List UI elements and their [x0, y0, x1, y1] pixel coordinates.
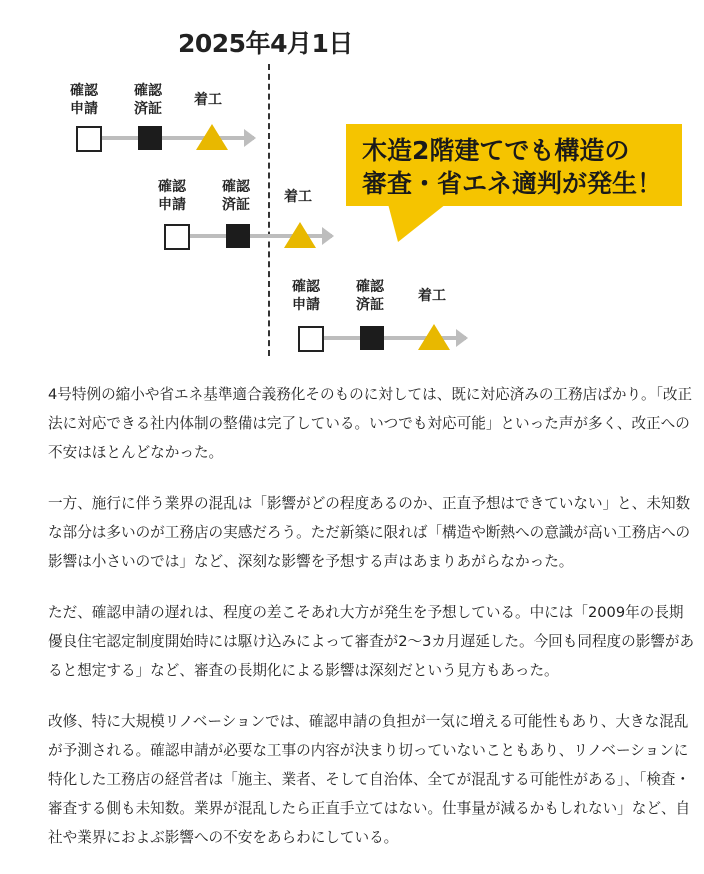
callout-text	[362, 134, 682, 200]
article-paragraph-2: 一方、施行に伴う業界の混乱は「影響がどの程度あるのか、正直予想はできていない」と、未知数な部分は多いのが工務店の実感だろう。ただ新築に限れば「構造や断熱への意識が高い工務店への影響は小さいのでは」など、深刻な影響を予想する声はあまりあがらなかった。	[48, 495, 691, 570]
article-body	[48, 380, 696, 874]
certificate-square-icon	[138, 126, 162, 150]
label-certificate-row3: 確認 済証	[356, 279, 384, 313]
construction-triangle-icon	[284, 222, 316, 248]
timeline-arrow-row1	[88, 136, 254, 140]
label-apply-row1: 確認 申請	[70, 83, 98, 117]
certificate-square-icon	[360, 326, 384, 350]
timeline-diagram	[0, 0, 704, 372]
label-start-row3: 着工	[418, 288, 446, 304]
construction-triangle-icon	[196, 124, 228, 150]
date-divider-line	[268, 64, 270, 356]
article-paragraph-1: 4号特例の縮小や省エネ基準適合義務化そのものに対しては、既に対応済みの工務店ばかり。「改正法に対応できる社内体制の整備は完了している。いつでも対応可能」といった声が多く、改正への不安はほとんどなかった。	[48, 386, 693, 461]
label-apply-row3: 確認 申請	[292, 279, 320, 313]
article-paragraph-4: 改修、特に大規模リノベーションでは、確認申請の負担が一気に増える可能性もあり、大きな混乱が予測される。確認申請が必要な工事の内容が決まり切っていないこともあり、リノベーションに特化した工務店の経営者は「施主、業者、そして自治体、全てが混乱する可能性がある」、「検査・審査する側も未知数。業界が混乱したら正直手立てはない。仕事量が減るかもしれない」など、自社や業界におよぶ影響への不安をあらわにしている。	[48, 713, 691, 846]
label-certificate-row2: 確認 済証	[222, 179, 250, 213]
callout-tail	[388, 204, 446, 242]
callout-line-2: 審査・省エネ適判が発生！	[362, 169, 663, 198]
label-start-row1: 着工	[194, 92, 222, 108]
effective-date: 2025年4月1日	[178, 29, 353, 58]
label-start-row2: 着工	[284, 189, 312, 205]
label-certificate-row1: 確認 済証	[134, 83, 162, 117]
callout-line-1: 木造2階建てでも構造の	[362, 136, 630, 165]
construction-triangle-icon	[418, 324, 450, 350]
article-paragraph-3: ただ、確認申請の遅れは、程度の差こそあれ大方が発生を予想している。中には「2009年の長期優良住宅認定制度開始時には駆け込みによって審査が2〜3カ月遅延した。今回も同程度の影響があると想定する」など、審査の長期化による影響は深刻だという見方もあった。	[48, 604, 695, 679]
apply-square-icon	[76, 126, 102, 152]
label-apply-row2: 確認 申請	[158, 179, 186, 213]
apply-square-icon	[164, 224, 190, 250]
certificate-square-icon	[226, 224, 250, 248]
apply-square-icon	[298, 326, 324, 352]
